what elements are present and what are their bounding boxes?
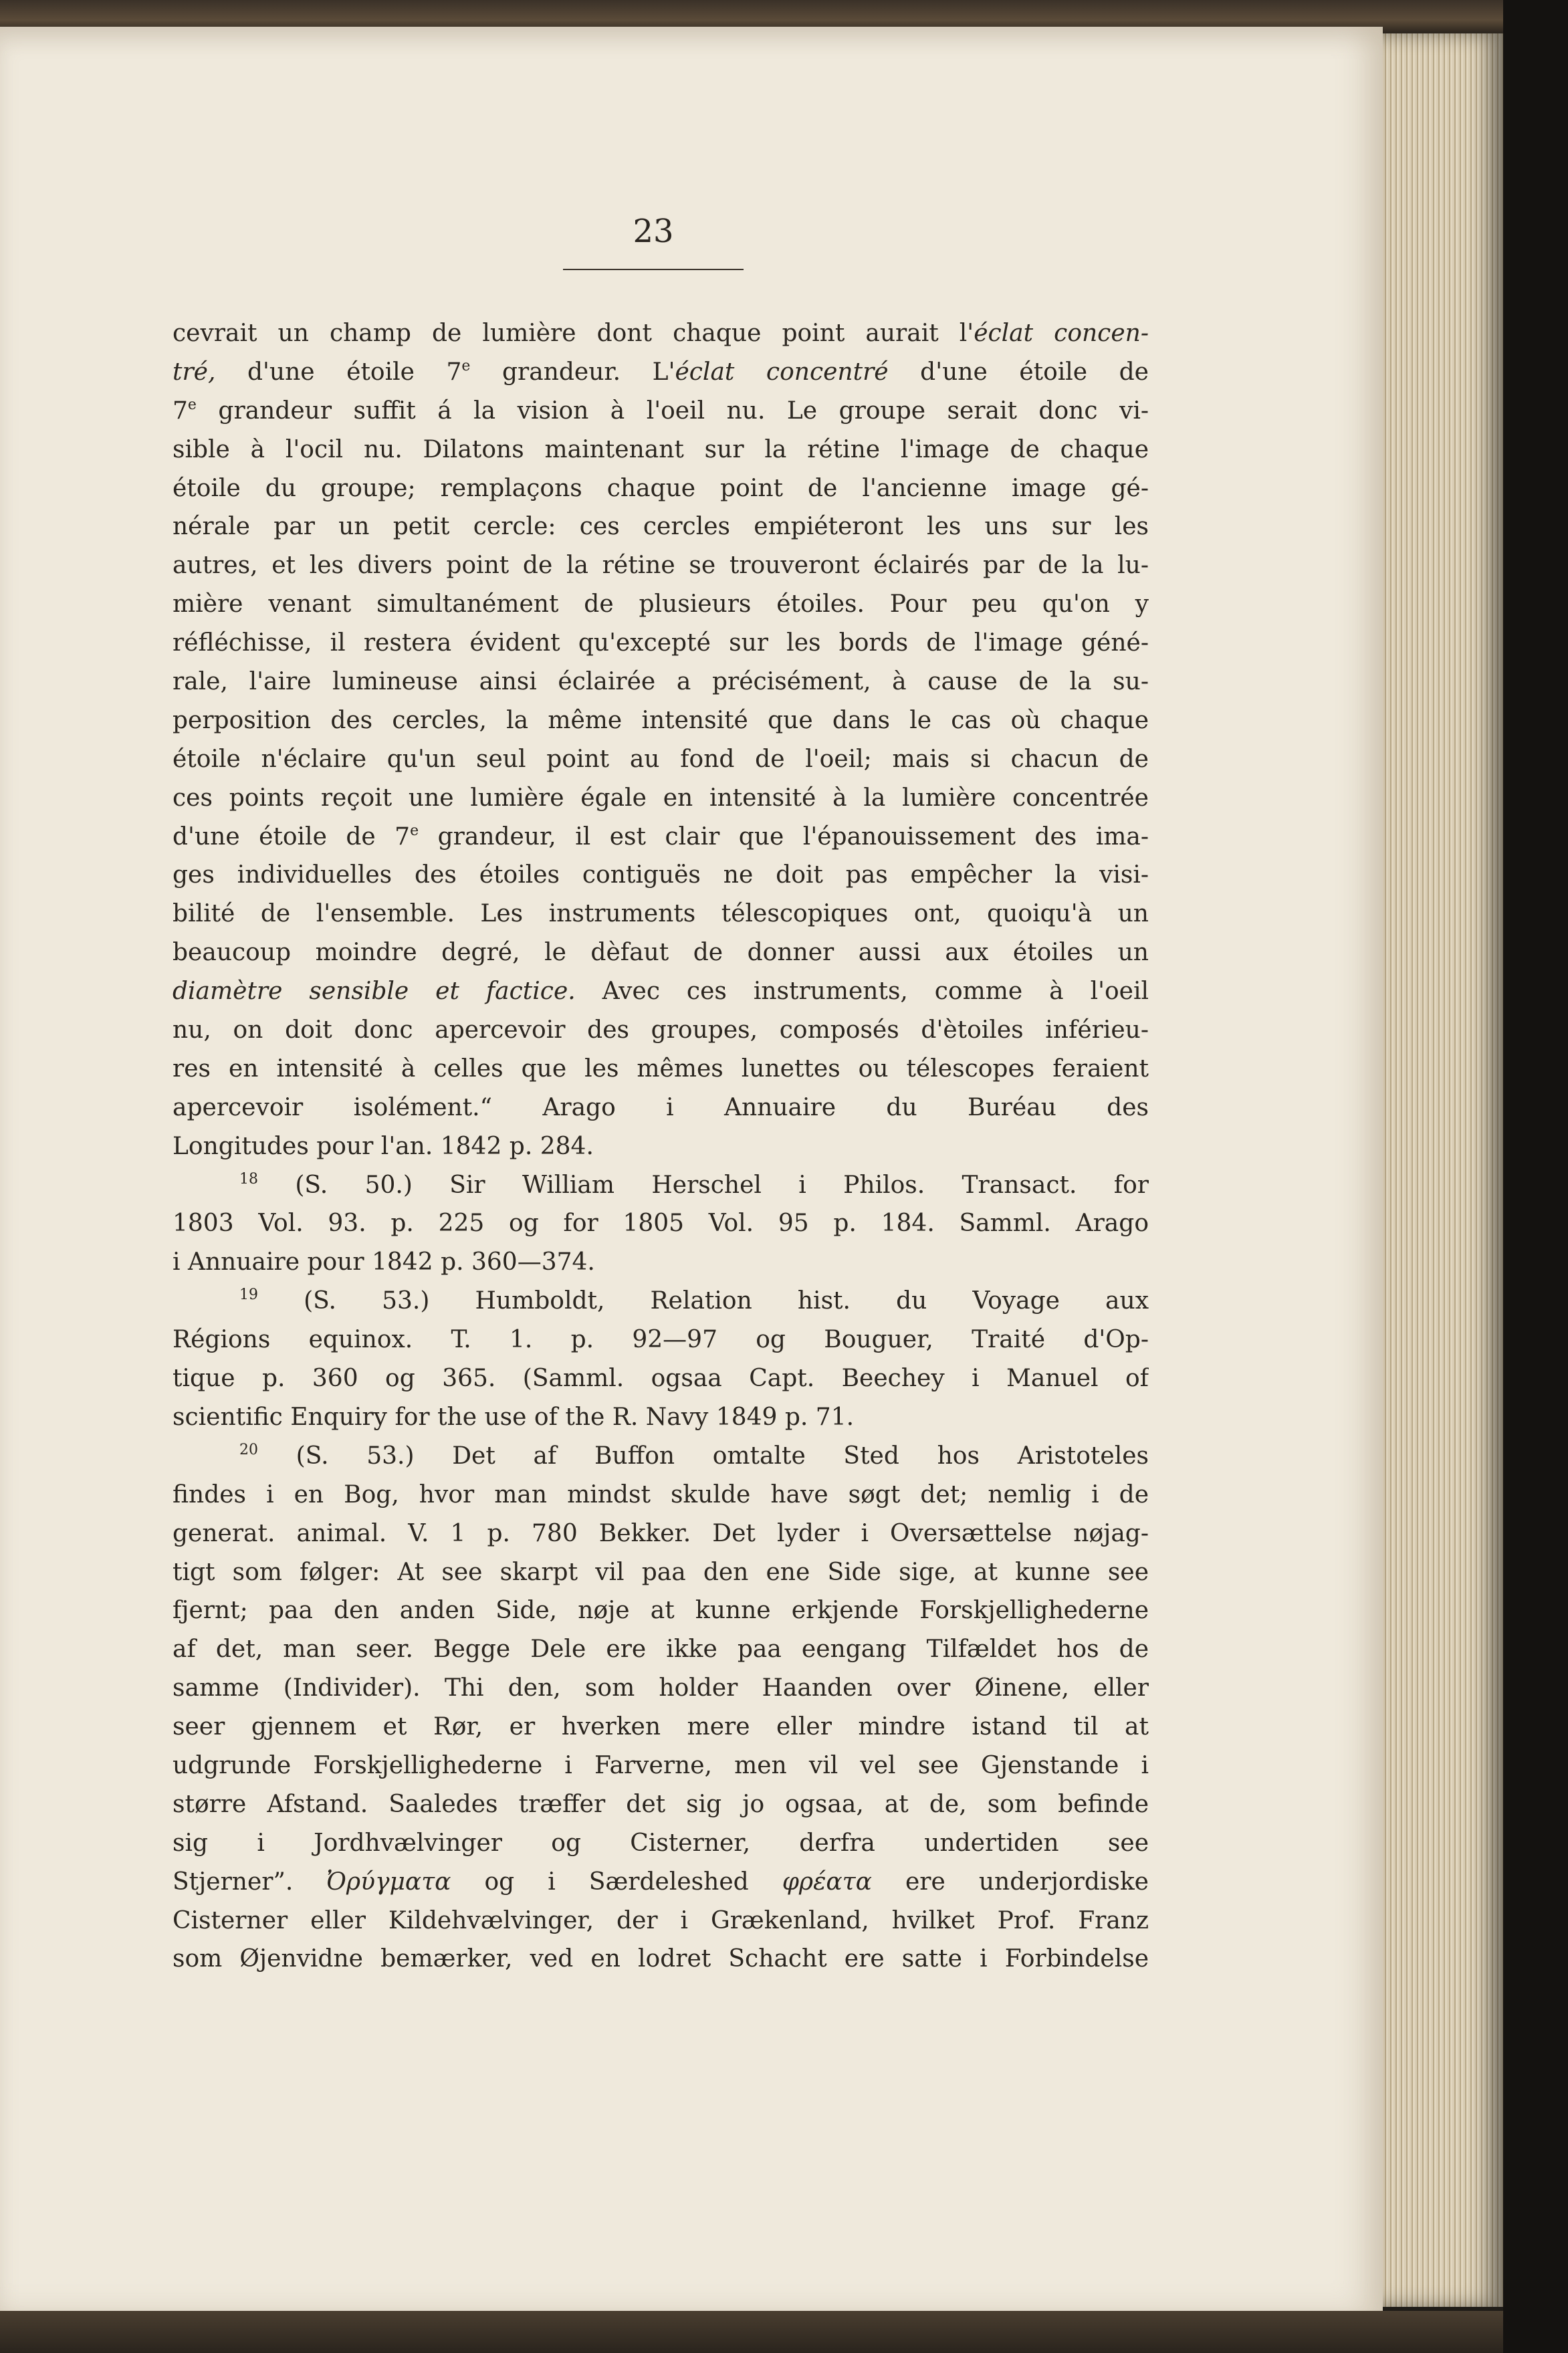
text-line [173,1824,1149,1863]
text-segment: (S. 53.) Det af Buffon omtalte Sted hos Aristoteles [258,1442,1149,1470]
text-segment: større Afstand. Saaledes træffer det sig jo ogsaa, at de, som befinde [173,1790,1149,1818]
text-line [173,663,1149,701]
text-segment: res en intensité à celles que les mêmes lunettes ou télescopes feraient [173,1054,1149,1083]
text-line [173,895,1149,933]
superscript: 18 [239,1170,258,1188]
text-segment: Cisterner eller Kildehvælvinger, der i Grækenland, hvilket Prof. Franz [173,1906,1149,1934]
book-cover [1503,0,1568,2353]
text-line [173,1321,1149,1359]
text-segment: 1803 Vol. 93. p. 225 og for 1805 Vol. 95 p. 184. Samml. Arago [173,1210,1149,1238]
text-segment: 7 [173,397,188,425]
text-line [173,1785,1149,1824]
text-line [173,740,1149,779]
text-segment: grandeur, il est clair que l'épanouissement des ima- [419,822,1149,851]
text-segment: scientific Enquiry for the use of the R. Navy 1849 p. 71. [173,1403,855,1431]
text-line [173,1398,1149,1437]
text-line [173,1437,1149,1476]
text-line [173,1089,1149,1127]
text-segment: d'une étoile 7 [215,358,462,386]
text-segment: ere underjordiske [871,1868,1149,1896]
text-line [173,624,1149,663]
text-segment: tique p. 360 og 365. (Samml. ogsaa Capt. Beechey i Manuel of [173,1365,1149,1393]
text-line [173,1630,1149,1669]
text-segment: (S. 53.) Humboldt, Relation hist. du Voyage aux [258,1287,1149,1315]
text-segment: étoile du groupe; remplaçons chaque point de l'ancienne image gé- [173,474,1149,502]
text-line [173,1050,1149,1089]
text-segment: d'une étoile de [888,358,1149,386]
text-line [173,1863,1149,1902]
text-segment: apercevoir isolément.“ Arago i Annuaire du Buréau des [173,1093,1149,1121]
text-line [173,353,1149,392]
text-segment: sig i Jordhvælvinger og Cisterner, derfra undertiden see [173,1829,1149,1857]
text-line [173,1127,1149,1166]
text-line [173,392,1149,431]
italic-text: Ὀρύγματα [326,1868,451,1896]
text-segment: Stjerner”. [173,1868,327,1896]
text-line [173,1204,1149,1243]
text-segment: i Annuaire pour 1842 p. 360—374. [173,1248,595,1276]
text-segment: som Øjenvidne bemærker, ved en lodret Schacht ere satte i Forbindelse [173,1945,1149,1973]
page-number: 23 [633,213,674,250]
text-line [173,469,1149,508]
text-segment: bilité de l'ensemble. Les instruments télescopiques ont, quoiqu'à un [173,900,1149,928]
body-text [173,314,1149,1979]
text-segment: grandeur. L' [470,358,675,386]
header-rule [563,269,744,270]
text-segment: beaucoup moindre degré, le dèfaut de donner aussi aux étoiles un [173,939,1149,967]
text-segment: og i Særdeleshed [451,1868,782,1896]
text-segment: samme (Individer). Thi den, som holder Haanden over Øinene, eller [173,1674,1149,1702]
text-line [173,1708,1149,1747]
text-line [173,933,1149,972]
text-line [173,1243,1149,1282]
text-line [173,1166,1149,1205]
italic-text: diamètre sensible et factice. [173,978,576,1006]
text-line [173,818,1149,857]
text-line [173,1553,1149,1592]
text-line [173,585,1149,624]
superscript: e [461,357,471,374]
text-segment: udgrunde Forskjellighederne i Farverne, men vil vel see Gjenstande i [173,1751,1149,1779]
text-line [173,1476,1149,1515]
text-line [173,508,1149,546]
superscript: 20 [239,1441,258,1458]
text-segment: af det, man seer. Begge Dele ere ikke paa eengang Tilfældet hos de [173,1636,1149,1664]
text-line [173,1515,1149,1553]
text-segment: perposition des cercles, la même intensité que dans le cas où chaque [173,706,1149,734]
text-line [173,1282,1149,1321]
text-segment: findes i en Bog, hvor man mindst skulde have søgt det; nemlig i de [173,1480,1149,1508]
text-line [173,779,1149,818]
text-line [173,1940,1149,1979]
italic-text: tré, [173,358,216,386]
text-line [173,1902,1149,1940]
text-segment: (S. 50.) Sir William Herschel i Philos. Transact. for [258,1171,1149,1199]
text-line [173,701,1149,740]
text-line [173,1011,1149,1050]
text-line [173,972,1149,1011]
text-line [173,431,1149,469]
italic-text: éclat concen- [974,320,1149,347]
text-segment: nu, on doit donc apercevoir des groupes, composés d'ètoiles inférieu- [173,1016,1149,1044]
text-segment: generat. animal. V. 1 p. 780 Bekker. Det lyder i Oversættelse nøjag- [173,1519,1149,1547]
text-segment: fjernt; paa den anden Side, nøje at kunne erkjende Forskjellighederne [173,1597,1149,1625]
text-line [173,1359,1149,1398]
text-segment: rale, l'aire lumineuse ainsi éclairée a précisément, à cause de la su- [173,668,1149,696]
superscript: e [187,396,197,413]
text-segment: grandeur suffit á la vision à l'oeil nu. Le groupe serait donc vi- [196,397,1149,425]
text-segment: Régions equinox. T. 1. p. 92—97 og Bouguer, Traité d'Op- [173,1326,1149,1354]
text-line [173,856,1149,895]
text-segment: étoile n'éclaire qu'un seul point au fond de l'oeil; mais si chacun de [173,745,1149,773]
text-segment: Avec ces instruments, comme à l'oeil [575,978,1149,1006]
text-line [173,1669,1149,1708]
italic-text: éclat concentré [675,358,889,386]
text-segment: autres, et les divers point de la rétine se trouveront éclairés par de la lu- [173,552,1149,580]
text-line [173,314,1149,353]
text-segment: cevrait un champ de lumière dont chaque point aurait l' [173,320,974,347]
italic-text: φρέατα [782,1868,872,1896]
text-segment: nérale par un petit cercle: ces cercles empiéteront les uns sur les [173,513,1149,541]
text-segment: réfléchisse, il restera évident qu'excepté sur les bords de l'image géné- [173,629,1149,657]
text-segment: ges individuelles des étoiles contiguës ne doit pas empêcher la visi- [173,861,1149,889]
text-segment: Longitudes pour l'an. 1842 p. 284. [173,1132,594,1160]
text-line [173,1747,1149,1785]
text-segment: seer gjennem et Rør, er hverken mere eller mindre istand til at [173,1713,1149,1741]
text-segment: ces points reçoit une lumière égale en intensité à la lumière concentrée [173,784,1149,812]
text-segment: sible à l'ocil nu. Dilatons maintenant sur la rétine l'image de chaque [173,435,1149,463]
text-line [173,546,1149,585]
text-segment: d'une étoile de 7 [173,822,411,851]
text-segment: mière venant simultanément de plusieurs étoiles. Pour peu qu'on y [173,590,1149,619]
superscript: 19 [239,1286,258,1304]
text-segment: tigt som følger: At see skarpt vil paa den ene Side sige, at kunne see [173,1558,1149,1586]
superscript: e [410,822,419,839]
book-bottom-edge [0,2311,1503,2353]
page-edges [1383,33,1503,2307]
text-line [173,1591,1149,1630]
